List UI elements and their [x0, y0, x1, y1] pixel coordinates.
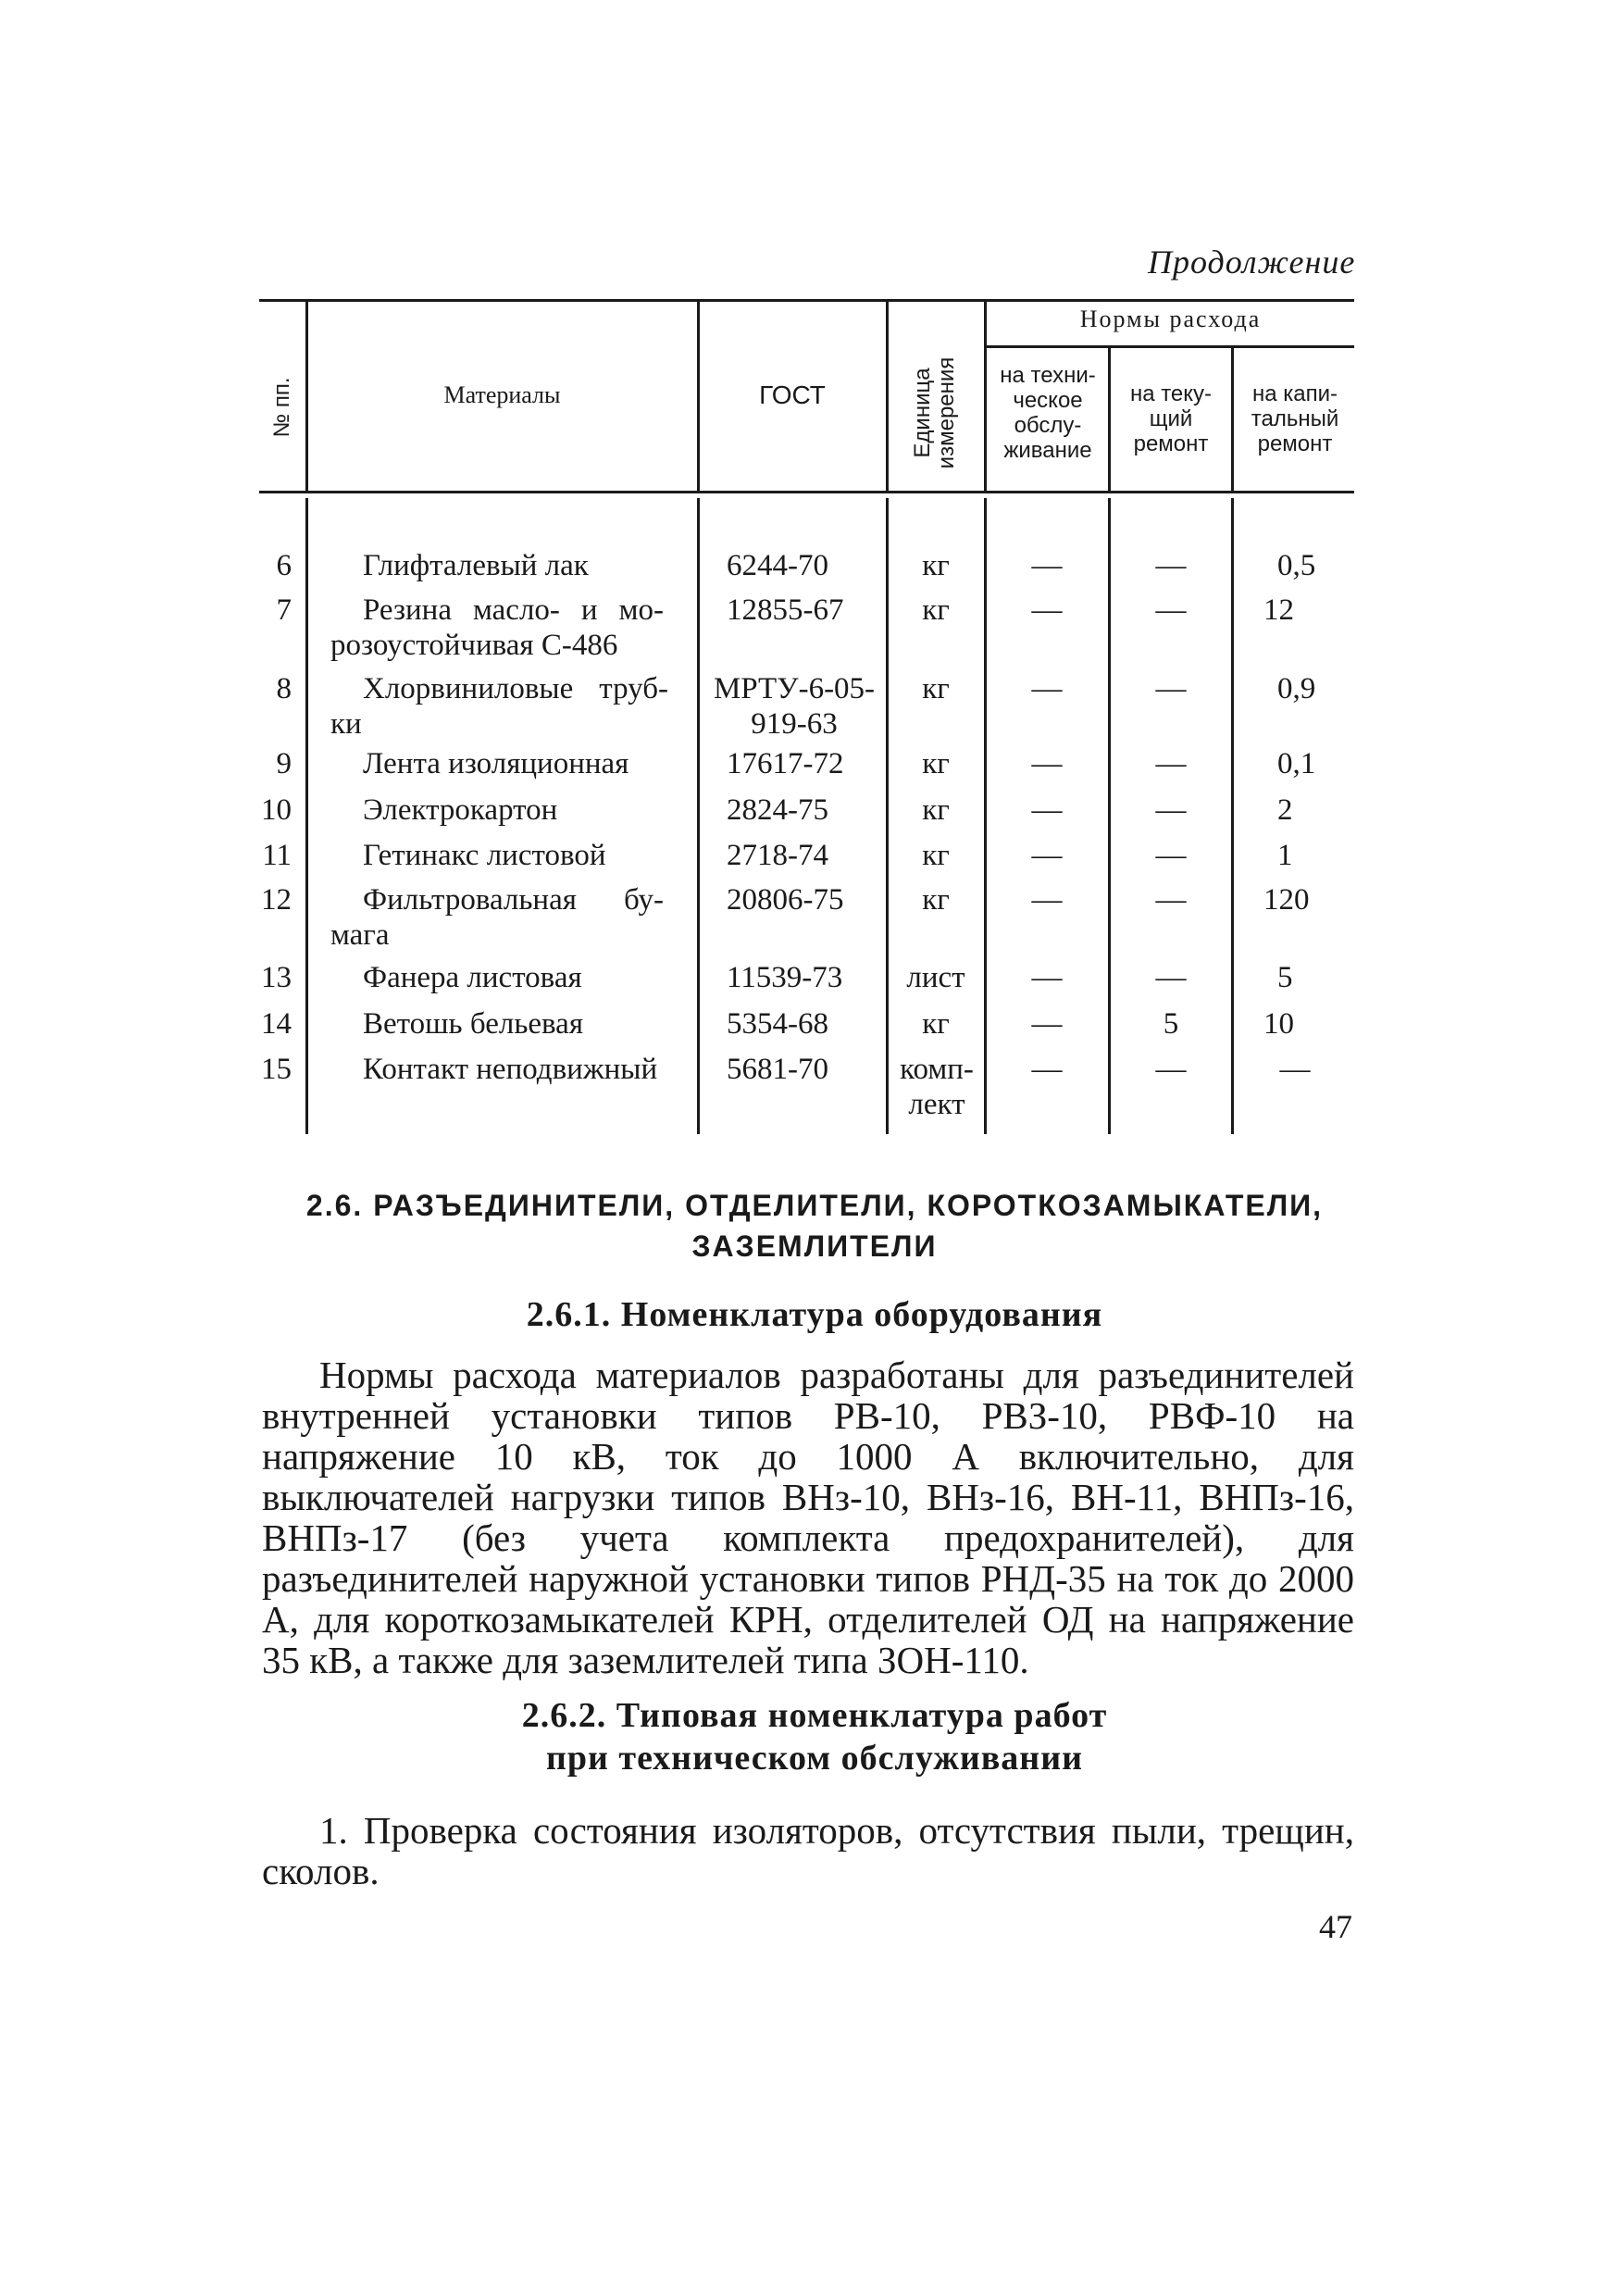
section-heading: 2.6. РАЗЪЕДИНИТЕЛИ, ОТДЕЛИТЕЛИ, КОРОТКОЗАМЫКАТЕЛИ, ЗАЗЕМЛИТЕЛИ — [305, 1189, 1324, 1263]
nomenclature-paragraph: Нормы расхода материалов разработаны для разъединителей внутренней установки типов РВ-10, РВЗ-10, РВФ-10 на напряжение 10 кВ, ток до 1000 А включительно, для выключателей нагрузки типов ВНз-10, ВНз-16, ВН-11, ВНПз-16, ВНПз-17 (без учета комплекта предохранителей), для разъединителей наружной установки типов РНД-35 на ток до 2000 А, для короткозамыкателей КРН, отделителей ОД на напряжение 35 кВ, а также для заземлителей типа ЗОН-110. — [262, 1354, 1354, 1681]
continuation-label: Продолжение — [1148, 243, 1356, 281]
column-header-unit: Единица измерения — [910, 356, 959, 469]
column-header-materials: Материалы — [443, 381, 561, 408]
works-item-1: 1. Проверка состояния изоляторов, отсутствия пыли, трещин, сколов. — [262, 1809, 1354, 1892]
column-header-norms: Нормы расхода — [1079, 306, 1262, 332]
page-number: 47 — [1319, 1908, 1352, 1945]
column-header-capital-repair: на капи-тальный ремонт — [1251, 381, 1339, 456]
column-header-gost: ГОСТ — [759, 381, 826, 409]
column-header-maintenance: на техни-ческое обслу-живание — [1000, 363, 1096, 463]
subsection-heading-nomenclature: 2.6.1. Номенклатура оборудования — [526, 1295, 1103, 1334]
column-header-number: № пп. — [269, 377, 294, 438]
column-header-current-repair: на теку-щий ремонт — [1129, 381, 1213, 456]
subsection-heading-works: 2.6.2. Типовая номенклатура работ при техническом обслуживании — [521, 1696, 1108, 1778]
